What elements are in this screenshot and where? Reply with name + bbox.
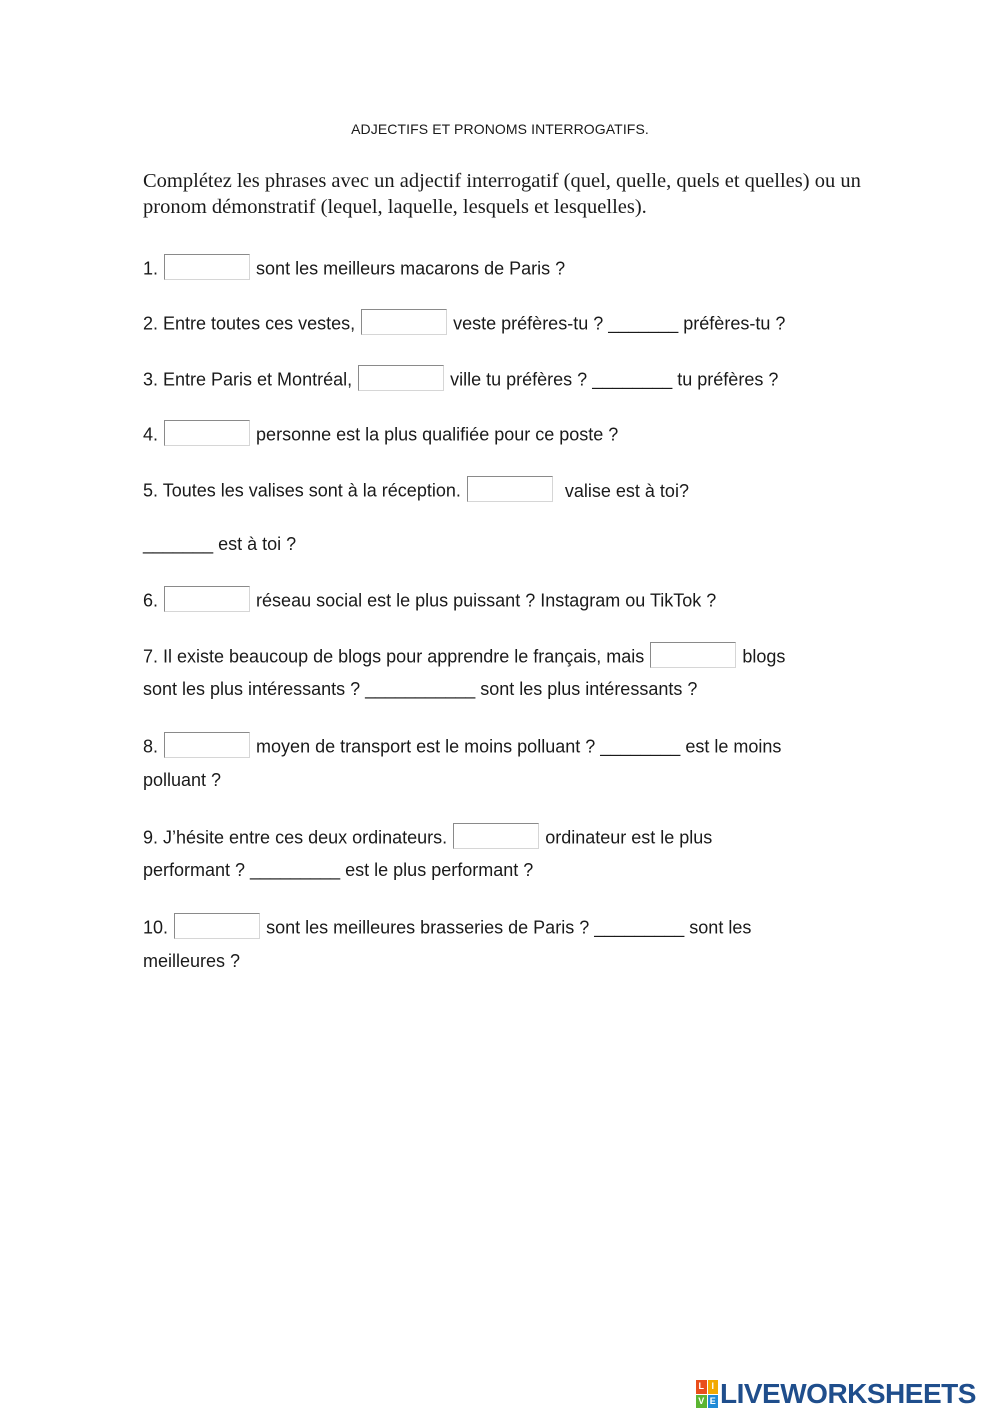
- question-1-text: sont les meilleurs macarons de Paris ?: [256, 258, 566, 279]
- question-6: [143, 586, 716, 613]
- question-4-text: personne est la plus qualifiée pour ce poste ?: [256, 424, 619, 445]
- question-6-answer-input[interactable]: [164, 586, 250, 612]
- question-7-prefix: 7. Il existe beaucoup de blogs pour apprendre le français, mais: [143, 646, 645, 667]
- question-2-answer-input[interactable]: [361, 309, 447, 335]
- worksheet-title: ADJECTIFS ET PRONOMS INTERROGATIFS.: [351, 121, 649, 137]
- question-9-text: ordinateur est le plus: [545, 827, 713, 848]
- question-9-prefix: 9. J’hésite entre ces deux ordinateurs.: [143, 827, 448, 848]
- question-1-prefix: 1.: [143, 258, 159, 279]
- logo-mark-letter: E: [708, 1395, 719, 1409]
- question-3-answer-input[interactable]: [358, 365, 444, 391]
- question-3-text: ville tu préfères ? ________ tu préfères ?: [450, 369, 779, 390]
- question-5-continuation: _______ est à toi ?: [143, 534, 297, 554]
- question-3-prefix: 3. Entre Paris et Montréal,: [143, 369, 353, 390]
- question-10-prefix: 10.: [143, 917, 169, 938]
- liveworksheets-logo: [696, 1378, 976, 1410]
- logo-mark-icon: [696, 1380, 718, 1408]
- question-8-answer-input[interactable]: [164, 732, 250, 758]
- question-10-continuation: meilleures ?: [143, 951, 241, 971]
- question-4: [143, 420, 618, 447]
- logo-mark-letter: L: [696, 1380, 707, 1394]
- question-8-prefix: 8.: [143, 736, 159, 757]
- question-3: [143, 365, 778, 392]
- logo-mark-letter: V: [696, 1395, 707, 1409]
- question-9-answer-input[interactable]: [453, 823, 539, 849]
- logo-mark-letter: I: [708, 1380, 719, 1394]
- question-2-prefix: 2. Entre toutes ces vestes,: [143, 313, 356, 334]
- question-7-answer-input[interactable]: [650, 642, 736, 668]
- question-8-continuation: polluant ?: [143, 770, 222, 790]
- question-6-prefix: 6.: [143, 590, 159, 611]
- question-10-text: sont les meilleures brasseries de Paris ? _________ sont les: [266, 917, 752, 938]
- question-2-text: veste préfères-tu ? _______ préfères-tu ?: [453, 313, 786, 334]
- question-1: [143, 254, 565, 281]
- question-8: [143, 732, 781, 759]
- question-9-continuation: performant ? _________ est le plus performant ?: [143, 860, 534, 880]
- question-7: [143, 642, 785, 669]
- question-6-text: réseau social est le plus puissant ? Instagram ou TikTok ?: [256, 590, 717, 611]
- question-9: [143, 823, 712, 850]
- question-7-text: blogs: [742, 646, 786, 667]
- question-5-prefix: 5. Toutes les valises sont à la réception.: [143, 480, 461, 501]
- question-5-text: valise est à toi?: [564, 480, 689, 501]
- question-5-answer-input[interactable]: [467, 476, 553, 502]
- instructions: Complétez les phrases avec un adjectif interrogatif (quel, quelle, quels et quelles) ou un pronom démonstratif (lequel, laquelle, lesquels et lesquelles).: [143, 170, 861, 218]
- question-10: [143, 913, 751, 940]
- question-2: [143, 309, 785, 336]
- question-1-answer-input[interactable]: [164, 254, 250, 280]
- question-8-text: moyen de transport est le moins polluant ? ________ est le moins: [256, 736, 782, 757]
- question-4-prefix: 4.: [143, 424, 159, 445]
- question-7-continuation: sont les plus intéressants ? ___________ sont les plus intéressants ?: [143, 679, 698, 699]
- logo-text: LIVEWORKSHEETS: [720, 1378, 976, 1409]
- question-10-answer-input[interactable]: [174, 913, 260, 939]
- question-5: [143, 476, 689, 503]
- question-4-answer-input[interactable]: [164, 420, 250, 446]
